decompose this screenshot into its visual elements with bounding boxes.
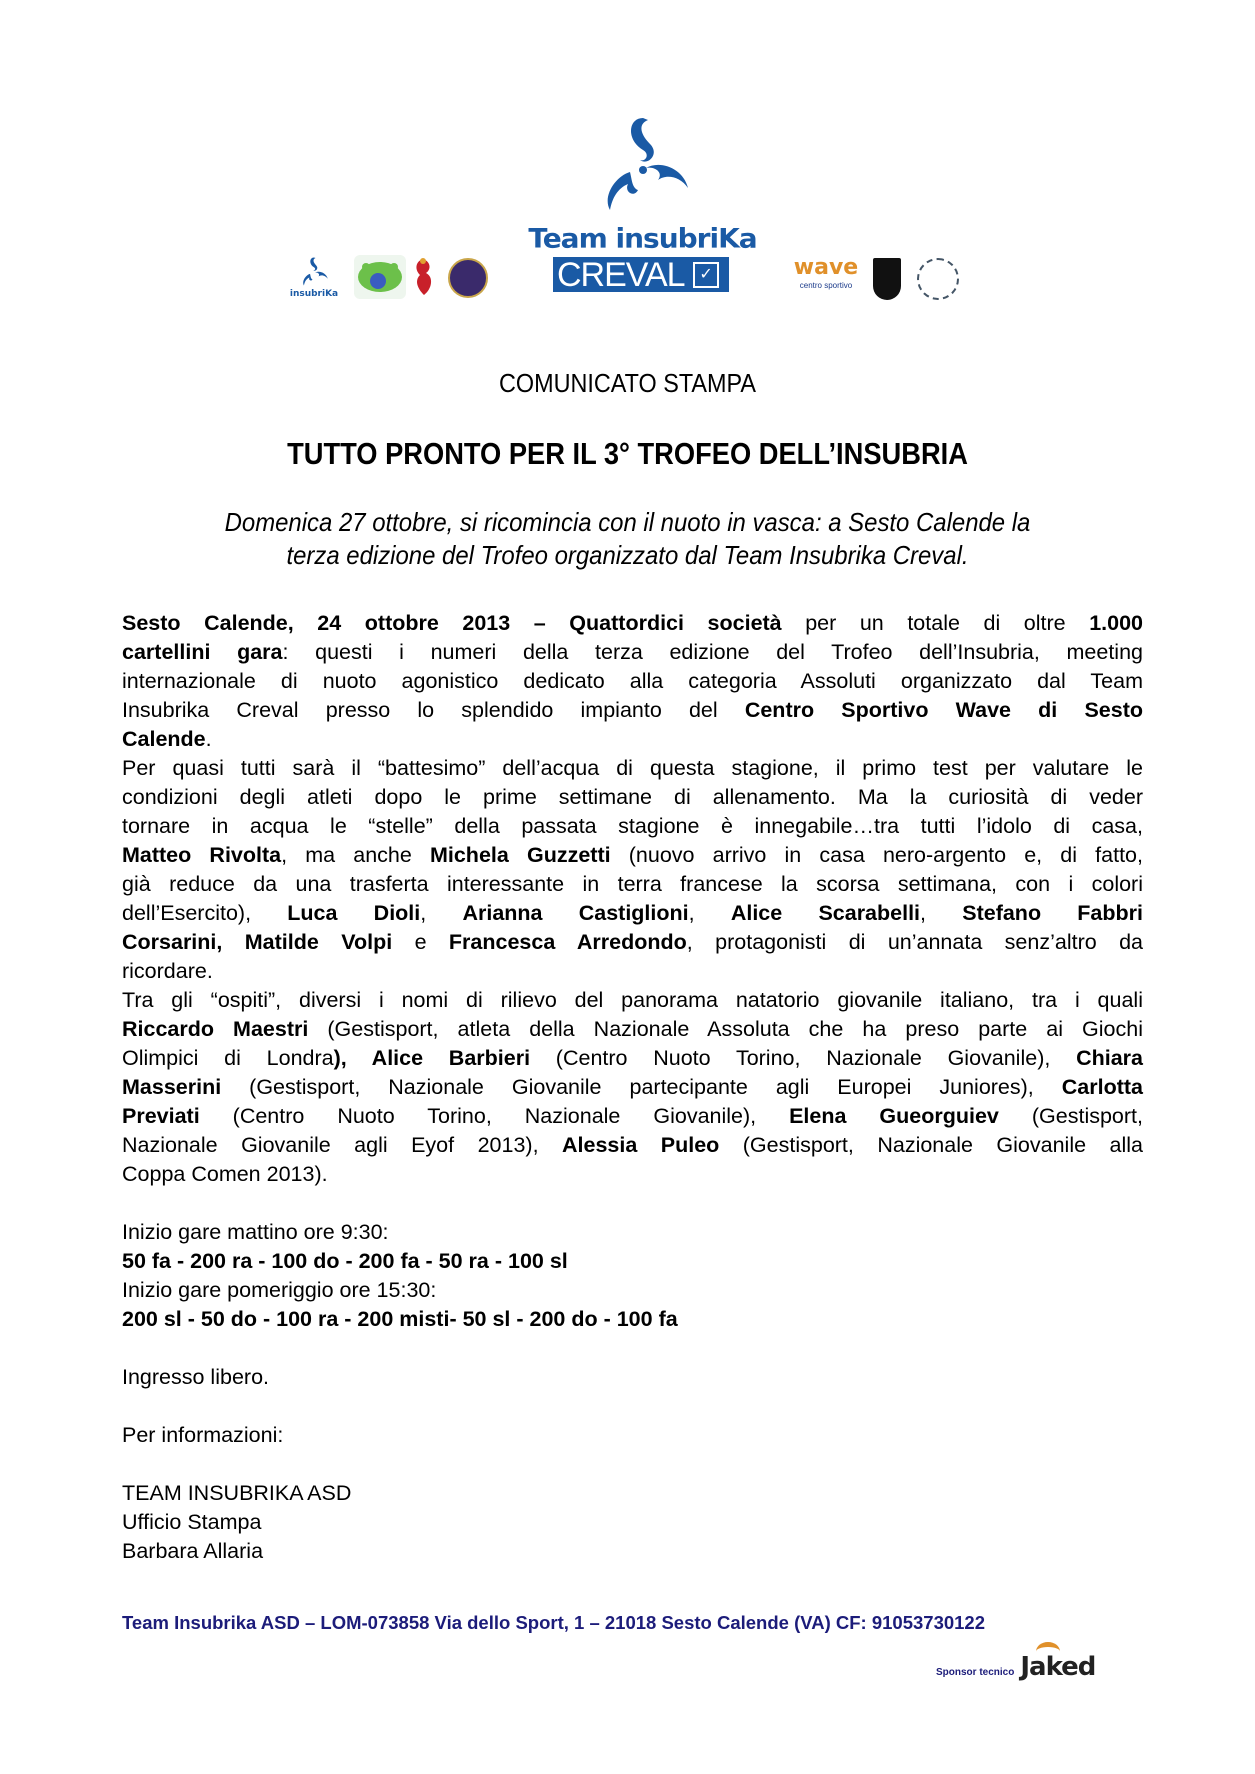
text: e [392, 930, 449, 954]
paragraph-line: Per quasi tutti sarà il “battesimo” dell’acqua di questa stagione, il primo test per valutare le [122, 756, 1143, 780]
contact-office: Ufficio Stampa [122, 1510, 262, 1534]
frog-mascot-logo-icon [354, 255, 406, 299]
athlete-name: Masserini [122, 1075, 222, 1099]
venue-name: Calende [122, 727, 206, 751]
text: (Gestisport, Nazionale Giovanile alla [719, 1133, 1143, 1157]
spacer [122, 1189, 1143, 1218]
athlete-name: Carlotta [1061, 1075, 1143, 1099]
jaked-logo [1020, 1654, 1095, 1680]
contact-org: TEAM INSUBRIKA ASD [122, 1481, 352, 1505]
paragraph-line: ricordare. [122, 959, 213, 983]
text: (Gestisport, atleta della Nazionale Assoluta che ha preso parte ai Giochi [308, 1017, 1143, 1041]
schedule-morning-label: Inizio gare mattino ore 9:30: [122, 1220, 389, 1244]
paragraph-line [122, 1102, 1143, 1131]
jaked-arc-icon [1036, 1642, 1060, 1661]
text: , [688, 901, 731, 925]
creval-check-icon: ✓ [693, 262, 719, 288]
text: dell’Esercito), [122, 901, 288, 925]
athlete-name: Corsarini, Matilde Volpi [122, 930, 393, 954]
paragraph-line: tornare in acqua le “stelle” della passata stagione è innegabile…tra tutti l’idolo di casa, [122, 814, 1143, 838]
text: , protagonisti di un’annata senz’altro da [686, 930, 1143, 954]
paragraph-line [122, 609, 1143, 638]
insubrika-logo-label: insubriKa [289, 289, 339, 299]
paragraph-line [122, 899, 1143, 928]
athlete-name: Arianna Castiglioni [462, 901, 689, 925]
paragraph-line [122, 725, 1143, 754]
athlete-name: Francesca Arredondo [448, 930, 687, 954]
wave-centro-sportivo-logo [790, 255, 862, 299]
article-body [122, 609, 1143, 1566]
schedule-morning-events [122, 1247, 1143, 1276]
wave-logo-text: wave [793, 255, 859, 280]
text: . [205, 727, 212, 751]
paragraph-line: Coppa Comen 2013). [122, 1162, 328, 1186]
text: (Centro Nuoto Torino, Nazionale Giovanile), [530, 1046, 1077, 1070]
text: (nuovo arrivo in casa nero-argento e, di fatto, [610, 843, 1143, 867]
athlete-name: Michela Guzzetti [429, 843, 611, 867]
schedule-afternoon-label: Inizio gare pomeriggio ore 15:30: [122, 1278, 437, 1302]
athlete-name: ), Alice Barbieri [333, 1046, 531, 1070]
contact-person: Barbara Allaria [122, 1539, 264, 1563]
city-shield-crest-icon [873, 258, 901, 300]
paragraph-line [122, 696, 1143, 725]
paragraph-line [122, 1073, 1143, 1102]
insubrika-logo [288, 255, 340, 299]
insubrika-swirl-icon [288, 255, 340, 287]
footer-address: Team Insubrika ASD – LOM-073858 Via dello Sport, 1 – 21018 Sesto Calende (VA) CF: 91053730122 [122, 1612, 986, 1633]
athlete-name: Previati [122, 1104, 200, 1128]
press-release-label: COMUNICATO STAMPA [499, 368, 756, 398]
athlete-name: Chiara [1076, 1046, 1143, 1070]
text: , ma anche [281, 843, 430, 867]
text: : questi i numeri della terza edizione del Trofeo dell’Insubria, meeting [282, 640, 1143, 664]
paragraph-line [122, 638, 1143, 667]
headline: TUTTO PRONTO PER IL 3° TROFEO DELL’INSUBRIA [287, 436, 968, 471]
athlete-name: Stefano Fabbri [962, 901, 1143, 925]
brand-team-insubrika: Team insubriKa [528, 222, 757, 255]
events-list: 200 sl - 50 do - 100 ra - 200 misti- 50 sl - 200 do - 100 fa [122, 1307, 678, 1331]
spacer [122, 1392, 1143, 1421]
paragraph-line [122, 928, 1143, 957]
text: (Gestisport, Nazionale Giovanile partecipante agli Europei Juniores), [221, 1075, 1062, 1099]
creval-text: CREVAL [557, 255, 685, 294]
paragraph-line [122, 1131, 1143, 1160]
paragraph-line: condizioni degli atleti dopo le prime settimane di allenamento. Ma la curiosità di veder [122, 785, 1143, 809]
schedule-afternoon-events [122, 1305, 1143, 1334]
athlete-name: Alessia Puleo [562, 1133, 720, 1157]
bold-text: cartellini gara [122, 640, 283, 664]
text: Olimpici di Londra [122, 1046, 334, 1070]
paragraph-line [122, 1044, 1143, 1073]
spacer [122, 1450, 1143, 1479]
paragraph-line: Tra gli “ospiti”, diversi i nomi di rilievo del panorama natatorio giovanile italiano, tra i quali [122, 988, 1143, 1012]
spacer [122, 1334, 1143, 1363]
red-dragon-logo-icon [410, 255, 436, 299]
athlete-name: Matteo Rivolta [122, 843, 282, 867]
stadium-club-badge-icon [917, 258, 959, 300]
entry-note: Ingresso libero. [122, 1365, 269, 1389]
info-label: Per informazioni: [122, 1423, 284, 1447]
round-club-badge-icon [448, 258, 488, 298]
sponsor-brand-name: Jaked [1020, 1652, 1096, 1682]
subheadline [151, 506, 1103, 572]
text: (Gestisport, [998, 1104, 1143, 1128]
sponsor-block [936, 1654, 1095, 1680]
subheadline-line: terza edizione del Trofeo organizzato dal Team Insubrika Creval. [286, 540, 969, 570]
dateline: Sesto Calende, 24 ottobre 2013 – Quattordici società [122, 611, 782, 635]
paragraph-line [122, 1015, 1143, 1044]
text: , [420, 901, 463, 925]
sponsor-label: Sponsor tecnico [936, 1667, 1015, 1678]
athlete-name: Elena Gueorguiev [789, 1104, 999, 1128]
subheadline-line: Domenica 27 ottobre, si ricomincia con il nuoto in vasca: a Sesto Calende la [224, 507, 1031, 537]
athlete-name: Alice Scarabelli [730, 901, 921, 925]
bold-text: 1.000 [1089, 611, 1143, 635]
paragraph-line: internazionale di nuoto agonistico dedicato alla categoria Assoluti organizzato dal Team [122, 669, 1143, 693]
text: Insubrika Creval presso lo splendido impianto del [122, 698, 745, 722]
paragraph-line [122, 841, 1143, 870]
team-insubrika-swirl-logo-icon [588, 110, 698, 215]
events-list: 50 fa - 200 ra - 100 do - 200 fa - 50 ra - 100 sl [122, 1249, 568, 1273]
venue-name: Centro Sportivo Wave di Sesto [744, 698, 1143, 722]
text: per un totale di oltre [781, 611, 1090, 635]
text: Nazionale Giovanile agli Eyof 2013), [122, 1133, 562, 1157]
athlete-name: Luca Dioli [287, 901, 421, 925]
text: (Centro Nuoto Torino, Nazionale Giovanile), [199, 1104, 790, 1128]
paragraph-line: già reduce da una trasferta interessante in terra francese la scorsa settimana, con i colori [122, 872, 1143, 896]
text: , [920, 901, 963, 925]
athlete-name: Riccardo Maestri [122, 1017, 309, 1041]
wave-logo-subtitle: centro sportivo [799, 281, 853, 290]
brand-creval-logo [553, 257, 729, 292]
